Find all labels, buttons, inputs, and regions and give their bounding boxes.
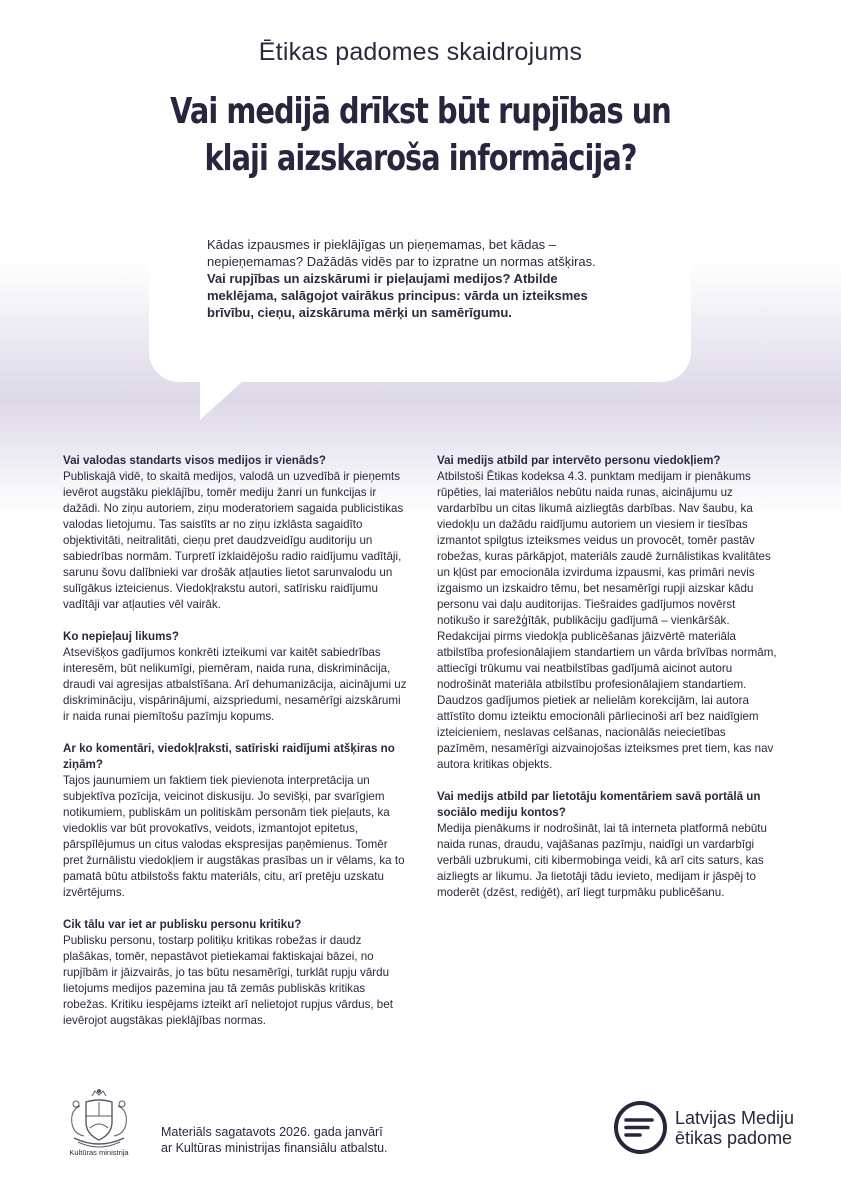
- section-body: Atsevišķos gadījumos konkrēti izteikumi var kaitēt sabiedrības interesēm, būt nelikumīgi, piemēram, naida runa, diskriminācija, draudi vai agresijas atbalstīšana. Arī dehumanizācija, aicinājumi uz diskrimināciju, vispārinājumi, aizspriedumi, nesamērīgi aizskārumi ir naida runai piemītošu pazīmju kopums.: [63, 646, 407, 723]
- funding-note-line: ar Kultūras ministrijas finansiālu atbalstu.: [161, 1141, 388, 1155]
- section-heading: Vai medijs atbild par lietotāju komentāriem savā portālā un sociālo mediju kontos?: [437, 790, 761, 819]
- intro-bold-paragraph: Vai rupjības un aizskārumi ir pieļaujami medijos? Atbilde meklējama, salāgojot vairākus principus: vārda un izteiksmes brīvību, cieņu, aizskāruma mērķi un samērīgumu.: [207, 271, 588, 320]
- council-name-line: Latvijas Mediju: [675, 1108, 795, 1128]
- council-logo-icon: [613, 1100, 668, 1155]
- funding-note-line: Materiāls sagatavots 2026. gada janvārī: [161, 1125, 383, 1139]
- intro-text: [207, 236, 627, 321]
- section-public-criticism: [63, 917, 408, 1029]
- page-subtitle: Ētikas padomes skaidrojums: [258, 38, 583, 66]
- section-user-comments: [437, 789, 779, 901]
- section-body: Tajos jaunumiem un faktiem tiek pievienota interpretācija un subjektīva pozīcija, veicinot diskusiju. Jo sevišķi, par svarīgiem notikumiem, publiskām un politiskām personām tiek pieļauts, ka viedoklis var būt provokatīvs, veidots, izmantojot epitetus, pārspīlējumus un citus valodas ekspresijas paņēmienus. Tomēr pret žurnālistu viedokļiem ir augstākas prasības un ir vēlams, ka to pamatā būtu atbilstošs faktu materiāls, citu, arī pretēju uzskatu izvērtējums.: [63, 774, 405, 899]
- section-interviewee-opinions: [437, 453, 779, 773]
- section-heading: Cik tālu var iet ar publisku personu kritiku?: [63, 918, 302, 931]
- section-body: Medija pienākums ir nodrošināt, lai tā interneta platformā nebūtu naida runas, draudu, vajāšanas pazīmju, naidīgi un vardarbīgi verbāli uzbrukumi, citi kibermobinga veidi, kā arī cits saturs, kas aizliegts ar likumu. Ja lietotāji tādu ievieto, medijam ir jāspēj to moderēt (dzēst, rediģēt), arī liegt turpmāku publicēšanu.: [437, 822, 767, 899]
- section-language-standard: [63, 453, 408, 613]
- section-body: Publisku personu, tostarp politiķu kritikas robežas ir daudz plašākas, tomēr, nepastāvot pietiekamai faktiskajai bāzei, no rupjībām ir jāizvairās, jo tas būtu nesamērīgi, turklāt rupju vārdu lietojums medijos pazemina jau tā zemās publiskās kritikas robežas. Kritiku iespējams izteikt arī nelietojot rupjus vārdus, bet ievērojot augstākas pieklājības normas.: [63, 934, 393, 1027]
- left-column: [63, 453, 408, 1045]
- speech-bubble-tail: [200, 380, 244, 420]
- right-column: [437, 453, 779, 917]
- intro-paragraph: Kādas izpausmes ir pieklājīgas un pieņemamas, bet kādas – nepieņemamas? Dažādās vidēs par to izpratne un normas atšķiras.: [207, 237, 596, 269]
- council-name: [675, 1108, 835, 1148]
- section-law: [63, 629, 408, 725]
- ministry-label: Kultūras ministrija: [69, 1148, 129, 1157]
- section-body: Atbilstoši Ētikas kodeksa 4.3. punktam medijam ir pienākums rūpēties, lai materiālos nebūtu naida runas, aicinājumu uz vardarbību un citas likumā aizliegtās darbības. Nav šaubu, ka viedokļu un dažādu raidījumu autoriem un viesiem ir tiesības izmantot spilgtus izteiksmes veidus un provocēt, tomēr pastāv robežas, kuras pārkāpjot, materiāls zaudē žurnālistikas kvalitātes un kļūst par emocionāla izvirduma izpausmi, kas primāri nevis izgaismo un izskaidro tēmu, bet nesamērīgi rupji aizskar kādu personu vai daļu auditorijas. Tiešraides gadījumos novērst notikušo ir sarežģītāk, publikāciju gadījumā – vienkāršāk. Redakcijai pirms viedokļa publicēšanas jāizvērtē materiāla atbilstība profesionālajiem standartiem un vārda brīvības normām, attiecīgi trūkumu vai neatbilstības gadījumā aicinot autoru nodrošināt materiāla atbilstību profesionālajiem standartiem. Daudzos gadījumos pietiek ar nelielām korekcijām, lai autora attīstīto domu izteiktu emocionāli pārliecinoši arī bez naidīgiem izteicieniem, neslavas celšanas, nacionālās neiecietības pazīmēm, nesamērīgi aizvainojošas izteiksmes pret tiem, kas nav autora kritikas objekts.: [437, 470, 777, 771]
- section-heading: Vai medijs atbild par intervēto personu viedokļiem?: [437, 454, 721, 467]
- section-heading: Ko nepieļauj likums?: [63, 630, 179, 643]
- page-title: Vai medijā drīkst būt rupjības un klaji aizskaroša informācija?: [170, 91, 671, 179]
- funding-note: [161, 1124, 421, 1156]
- section-opinion-vs-news: [63, 741, 408, 901]
- council-name-line: ētikas padome: [675, 1128, 793, 1148]
- section-body: Publiskajā vidē, to skaitā medijos, valodā un uzvedībā ir pieņemts ievērot augstāku pieklājību, tomēr mediju žanri un funkcijas ir dažādi. No ziņu autoriem, ziņu moderatoriem sagaida publicistikas valodas lietojumu. Tas saistīts ar no ziņu izklāsta sagaidīto objektivitāti, neitralitāti, cieņu pret daudzveidīgu auditoriju un sabiedrības normām. Turpretī izklaidējošu radio raidījumu vadītāji, sarunu šovu dalībnieki var drošāk atļauties lietot sarunvalodu un sulīgākus izteicienus. Viedokļrakstu autori, satīrisku raidījumu vadītāji var atļauties vēl vairāk.: [63, 470, 404, 611]
- section-heading: Vai valodas standarts visos medijos ir vienāds?: [63, 454, 326, 467]
- section-heading: Ar ko komentāri, viedokļraksti, satīriski raidījumi atšķiras no ziņām?: [63, 742, 395, 771]
